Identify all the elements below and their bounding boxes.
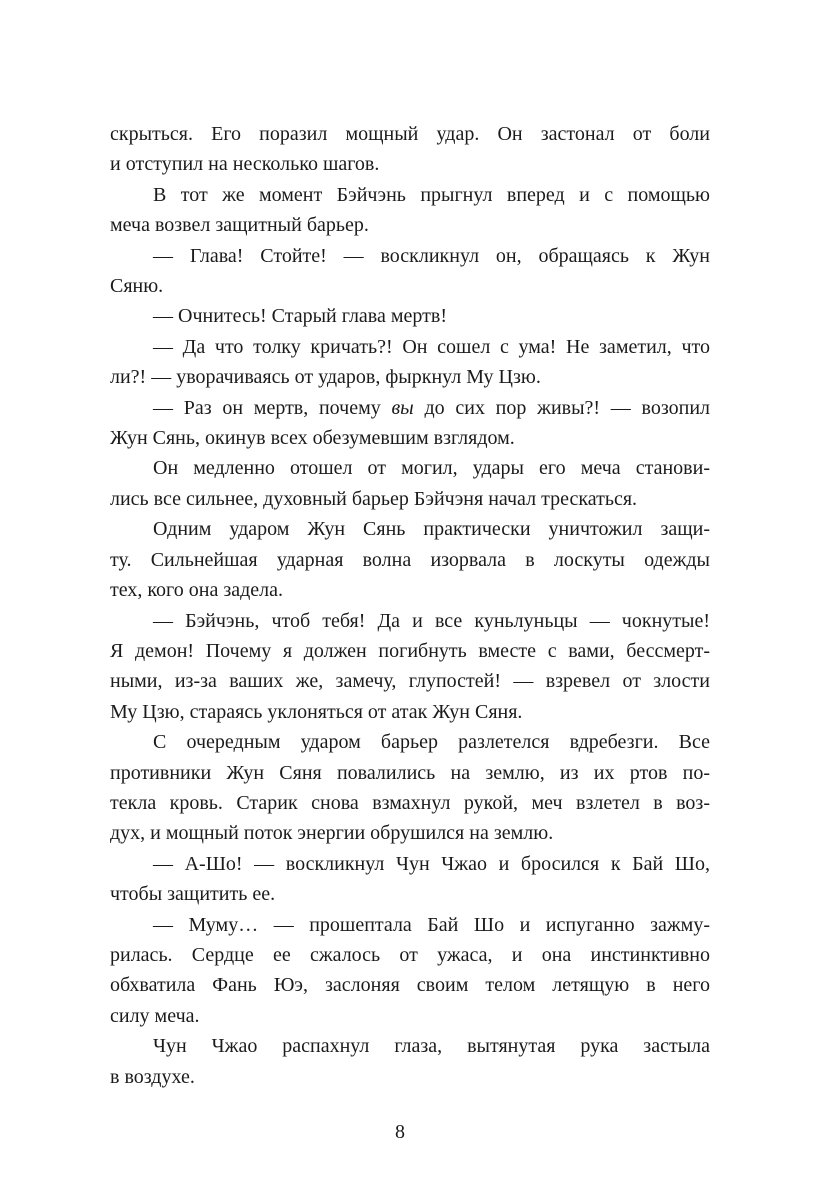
text-segment: ту. Сильнейшая ударная волна изорвала в лоскуты одежды bbox=[110, 548, 710, 571]
text-line bbox=[110, 545, 710, 575]
text-line bbox=[110, 727, 710, 757]
text-segment: рилась. Сердце ее сжалось от ужаса, и она инстинктивно bbox=[110, 943, 710, 966]
emphasized-text: вы bbox=[391, 396, 414, 419]
text-line bbox=[110, 1062, 710, 1092]
text-segment: Чун Чжао распахнул глаза, вытянутая рука застыла bbox=[153, 1035, 710, 1058]
text-line bbox=[110, 119, 710, 149]
text-segment: Он медленно отошел от могил, удары его меча станови- bbox=[153, 457, 710, 480]
text-segment: Одним ударом Жун Сянь практически уничтожил защи- bbox=[153, 518, 710, 541]
text-segment: и отступил на несколько шагов. bbox=[110, 153, 380, 176]
page-text-block bbox=[110, 119, 710, 1092]
text-segment: силу меча. bbox=[110, 1004, 200, 1027]
text-line bbox=[110, 453, 710, 483]
text-line bbox=[110, 788, 710, 818]
text-segment: тех, кого она задела. bbox=[110, 579, 284, 602]
text-segment: дух, и мощный поток энергии обрушился на землю. bbox=[110, 822, 554, 845]
text-line bbox=[110, 970, 710, 1000]
text-segment: лись все сильнее, духовный барьер Бэйчэня начал трескаться. bbox=[110, 487, 638, 510]
text-segment: текла кровь. Старик снова взмахнул рукой, меч взлетел в воз- bbox=[110, 791, 710, 814]
text-segment: ными, из-за ваших же, замечу, глупостей! — взревел от злости bbox=[110, 670, 710, 693]
text-segment: Сяню. bbox=[110, 275, 164, 298]
text-segment: С очередным ударом барьер разлетелся вдребезги. Все bbox=[153, 731, 710, 754]
text-segment: обхватила Фань Юэ, заслоняя своим телом летящую в него bbox=[110, 974, 710, 997]
text-line bbox=[110, 362, 710, 392]
text-line bbox=[110, 180, 710, 210]
text-segment: в воздухе. bbox=[110, 1065, 195, 1088]
text-line bbox=[110, 818, 710, 848]
text-line bbox=[110, 666, 710, 696]
text-segment: Я демон! Почему я должен погибнуть вместе с вами, бессмерт- bbox=[110, 639, 710, 662]
text-segment: противники Жун Сяня повалились на землю, из их ртов по- bbox=[110, 761, 710, 784]
text-line bbox=[110, 514, 710, 544]
text-segment: скрыться. Его поразил мощный удар. Он застонал от боли bbox=[110, 123, 710, 145]
text-line bbox=[110, 636, 710, 666]
text-segment: до сих пор живы?! — возопил bbox=[413, 396, 710, 419]
text-line bbox=[110, 423, 710, 453]
text-segment: — Да что толку кричать?! Он сошел с ума! Не заметил, что bbox=[153, 335, 710, 358]
text-line bbox=[110, 393, 710, 423]
text-line bbox=[110, 484, 710, 514]
text-line bbox=[110, 332, 710, 362]
text-line bbox=[110, 606, 710, 636]
text-segment: меча возвел защитный барьер. bbox=[110, 214, 369, 237]
text-segment: чтобы защитить ее. bbox=[110, 883, 276, 906]
text-line bbox=[110, 940, 710, 970]
page-number: 8 bbox=[395, 1121, 405, 1143]
text-segment: — Глава! Стойте! — воскликнул он, обращаясь к Жун bbox=[153, 244, 710, 267]
text-segment: — Раз он мертв, почему bbox=[153, 396, 392, 419]
text-segment: — Бэйчэнь, чтоб тебя! Да и все куньлуньцы — чокнутые! bbox=[153, 609, 710, 632]
text-line bbox=[110, 149, 710, 179]
text-segment: В тот же момент Бэйчэнь прыгнул вперед и с помощью bbox=[153, 183, 710, 206]
text-line bbox=[110, 697, 710, 727]
text-segment: ли?! — уворачиваясь от ударов, фыркнул Му Цзю. bbox=[110, 366, 541, 389]
text-segment: — Очнитесь! Старый глава мертв! bbox=[153, 305, 447, 328]
text-segment: — А-Шо! — воскликнул Чун Чжао и бросился к Бай Шо, bbox=[153, 852, 710, 875]
text-line bbox=[110, 1001, 710, 1031]
text-line bbox=[110, 758, 710, 788]
text-line bbox=[110, 210, 710, 240]
text-line bbox=[110, 575, 710, 605]
text-line bbox=[110, 241, 710, 271]
text-line bbox=[110, 849, 710, 879]
text-segment: Жун Сянь, окинув всех обезумевшим взглядом. bbox=[110, 427, 515, 450]
text-line bbox=[110, 1031, 710, 1061]
text-segment: — Муму… — прошептала Бай Шо и испуганно зажму- bbox=[153, 913, 710, 936]
text-segment: Му Цзю, стараясь уклоняться от атак Жун Сяня. bbox=[110, 700, 523, 723]
text-line bbox=[110, 301, 710, 331]
text-line bbox=[110, 271, 710, 301]
text-line bbox=[110, 910, 710, 940]
text-line bbox=[110, 879, 710, 909]
